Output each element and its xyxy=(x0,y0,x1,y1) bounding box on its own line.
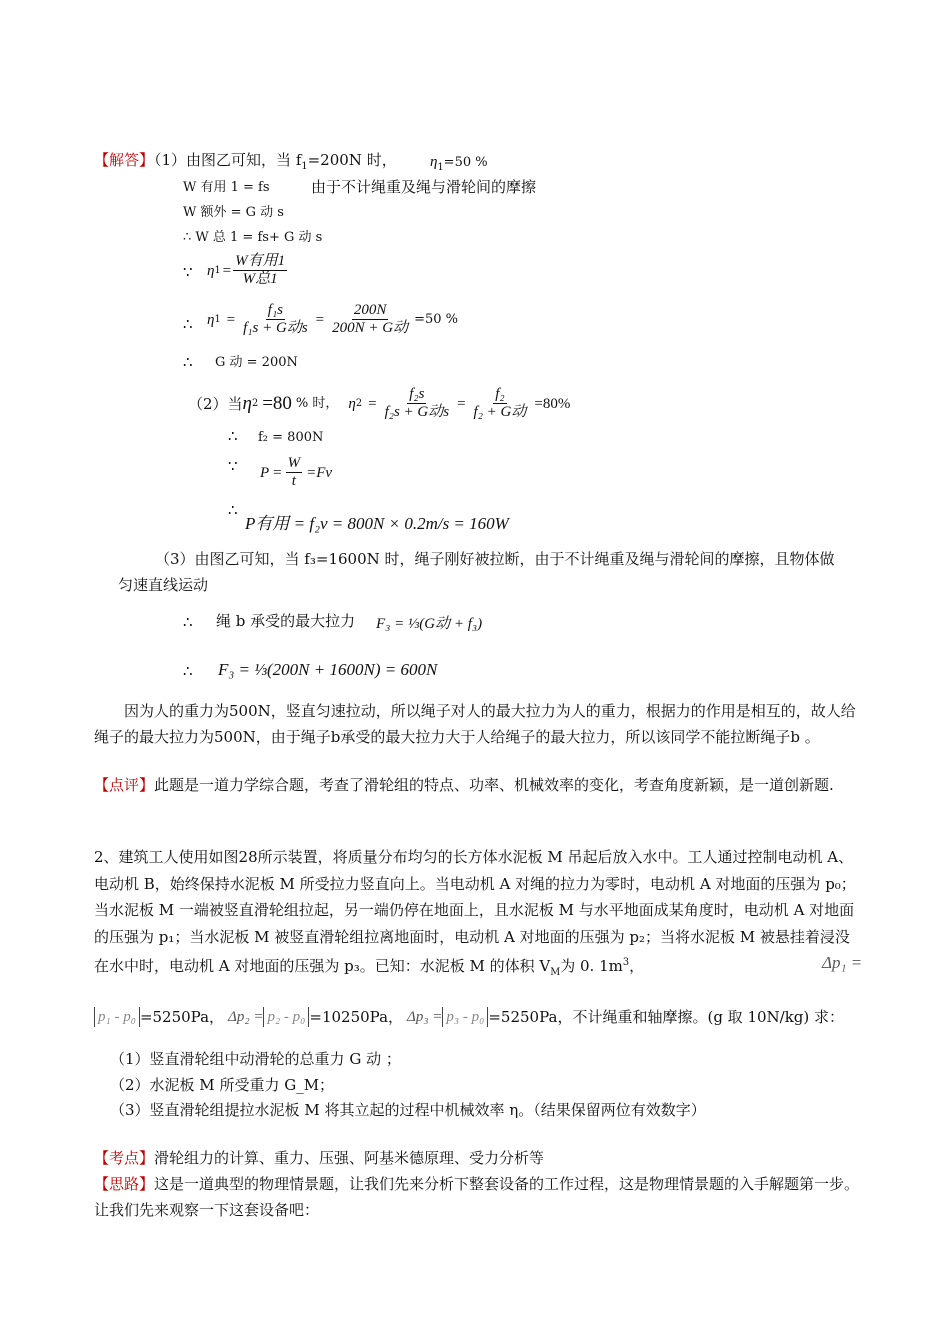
therefore-symbol-1: ∴ xyxy=(183,315,193,333)
idea-paragraph xyxy=(94,1171,864,1223)
f3-formula: F₃ = ⅓(G动 + f₃) xyxy=(376,616,483,632)
pressure-differences xyxy=(94,1007,844,1027)
delta-p3-label: Δp₃ = xyxy=(407,1009,443,1025)
question-2-text: 2、建筑工人使用如图28所示装置，将质量分布均匀的长方体水泥板 M 吊起后放入水中。工人通过控制电动机 A、电动机 B，始终保持水泥板 M 所受拉力竖直向上。当电动机 A 对绳的拉力为零时，电动机 A 对地面的压强为 p₀；当水泥板 M 一端被竖直滑轮组拉起，另一端仍停在地面上，且水泥板 M 与水平地面成某角度时，电动机 A 对地面的压强为 p₁；当水泥板 M 被竖直滑轮组拉离地面时，电动机 A 对地面的压强为 p₂；当将水泥板 M 被悬挂着浸没在水中时，电动机 A 对地面的压强为 p₃。已知：水泥板 M 的体积 $V_M$为 0. $1m^3$， xyxy=(94,848,856,978)
friction-note: 由于不计绳重及绳与滑轮间的摩擦 xyxy=(311,178,537,196)
fraction-w: $\frac{\text{W有用1}}{\text{W总1}}$ xyxy=(235,253,286,287)
f1-sub: 1 xyxy=(301,161,308,172)
eta1-value: =50 % xyxy=(443,155,488,170)
eta1-sub: 1 xyxy=(437,162,444,173)
max-force-text: 绳 b 承受的最大拉力 xyxy=(216,612,356,630)
fraction-200: $\frac{200N}{\text{200N + G动}}$ xyxy=(332,302,409,336)
eta1-50: =50 % xyxy=(414,311,459,327)
fraction-f1: $\frac{\text{f₁s}}{\text{f₁s + G动s}}$ xyxy=(243,302,308,336)
f1-value: =200N 时， xyxy=(307,151,397,169)
conclusion: 因为人的重力为500N，竖直匀速拉动，所以绳子对人的最大拉力为人的重力，根据力的作用是相互的，故人给绳子的最大拉力为500N，由于绳子b承受的最大拉力大于人给绳子的最大拉力，所以该同学不能拉断绳子b 。 xyxy=(94,702,856,746)
ask-3: （3）竖直滑轮组提拉水泥板 M 将其立起的过程中机械效率 η。（结果保留两位有效数字） xyxy=(110,1101,706,1119)
eta2-80: =80 xyxy=(262,392,292,414)
idea-text: 这是一道典型的物理情景题，让我们先来分析下整套设备的工作过程，这是物理情景题的入手解题第一步。让我们先来观察一下这套设备吧： xyxy=(94,1175,860,1219)
therefore-symbol-5: ∴ xyxy=(183,613,193,631)
part3-line-1: （3）由图乙可知，当 f₃=1600N 时，绳子刚好被拉断，由于不计绳重及绳与滑轮间的摩擦，且物体做 xyxy=(155,550,835,568)
fraction-f2s: $\frac{\text{f₂s}}{\text{f₂s + G动s}}$ xyxy=(384,386,450,420)
part2-line: （2）当 η 2 =80 % 时， η 2 = $\frac{\text{f₂s}}{\text{f₂s + G动s}}$ = $\frac{\text{f₂}}{\text{f₂ + G动}}$ =80% xyxy=(188,386,571,420)
comment-bracket: 【点评】 xyxy=(94,776,155,794)
answer-bracket: 【解答】 xyxy=(94,151,155,169)
value-1: =5250Pa， xyxy=(139,1008,225,1026)
part3-line-2: 匀速直线运动 xyxy=(118,576,209,594)
eta1-calc: η 1 = $\frac{\text{f₁s}}{\text{f₁s + G动s}}$ = $\frac{200N}{\text{200N + G动}}$ =50 % xyxy=(207,302,459,336)
idea-bracket: 【思路】 xyxy=(94,1175,155,1193)
value-2: =10250Pa， xyxy=(309,1008,404,1026)
abs-p2-p0: p₂ - p₀ xyxy=(263,1007,309,1027)
g-moving: G 动 = 200N xyxy=(215,355,298,370)
comment-text: 此题是一道力学综合题，考查了滑轮组的特点、功率、机械效率的变化，考查角度新颖，是一道创新题. xyxy=(154,776,834,794)
value-3: =5250Pa，不计绳重和轴摩擦。(g 取 10N/kg) 求： xyxy=(488,1008,845,1026)
abs-p3-p0: p₃ - p₀ xyxy=(442,1007,488,1027)
power-formula: P = $\frac{W}{t}$ =Fv xyxy=(260,455,333,489)
delta-p2-label: Δp₂ = xyxy=(228,1009,264,1025)
solution-line-1 xyxy=(94,150,397,177)
key-point xyxy=(94,1145,544,1171)
eta1-symbol: η xyxy=(430,154,438,170)
pct-when: % 时， xyxy=(295,395,339,411)
f2-value: f₂ = 800N xyxy=(258,430,324,445)
w-useful: W 有用 1 = fs xyxy=(183,180,270,195)
therefore-symbol-2: ∴ xyxy=(183,353,193,371)
comment-paragraph xyxy=(94,772,864,798)
abs-p1-p0: p₁ - p₀ xyxy=(94,1007,140,1027)
w-total: ∴ W 总 1 = fs+ G 动 s xyxy=(183,230,323,245)
power-useful: P有用 = f₂v = 800N × 0.2m/s = 160W xyxy=(245,514,509,533)
therefore-symbol-4: ∴ xyxy=(228,501,238,519)
therefore-symbol-3: ∴ xyxy=(228,427,238,445)
part2-label: （2）当 xyxy=(188,394,243,413)
part1-intro: （1）由图乙可知，当 f xyxy=(154,151,302,169)
point-text: 滑轮组力的计算、重力、压强、阿基米德原理、受力分析等 xyxy=(154,1149,545,1167)
delta-p1-label: Δp₁ = xyxy=(822,953,863,972)
eta2-result: =80% xyxy=(534,395,571,412)
fraction-f2: $\frac{\text{f₂}}{\text{f₂ + G动}}$ xyxy=(473,386,527,420)
ask-2: （2）水泥板 M 所受重力 G_M； xyxy=(110,1076,335,1094)
f3-calc: F₃ = ⅓(200N + 1600N) = 600N xyxy=(218,660,438,679)
point-bracket: 【考点】 xyxy=(94,1149,155,1167)
because-symbol-2: ∵ xyxy=(228,457,238,475)
w-extra: W 额外 = G 动 s xyxy=(183,205,284,220)
because-symbol-1: ∵ xyxy=(183,263,193,281)
ask-1: （1）竖直滑轮组中动滑轮的总重力 G 动 ； xyxy=(110,1050,401,1068)
eta1-equation xyxy=(430,151,488,178)
therefore-symbol-6: ∴ xyxy=(183,662,193,680)
eta1-def: η 1 = $\frac{\text{W有用1}}{\text{W总1}}$ xyxy=(207,253,286,287)
